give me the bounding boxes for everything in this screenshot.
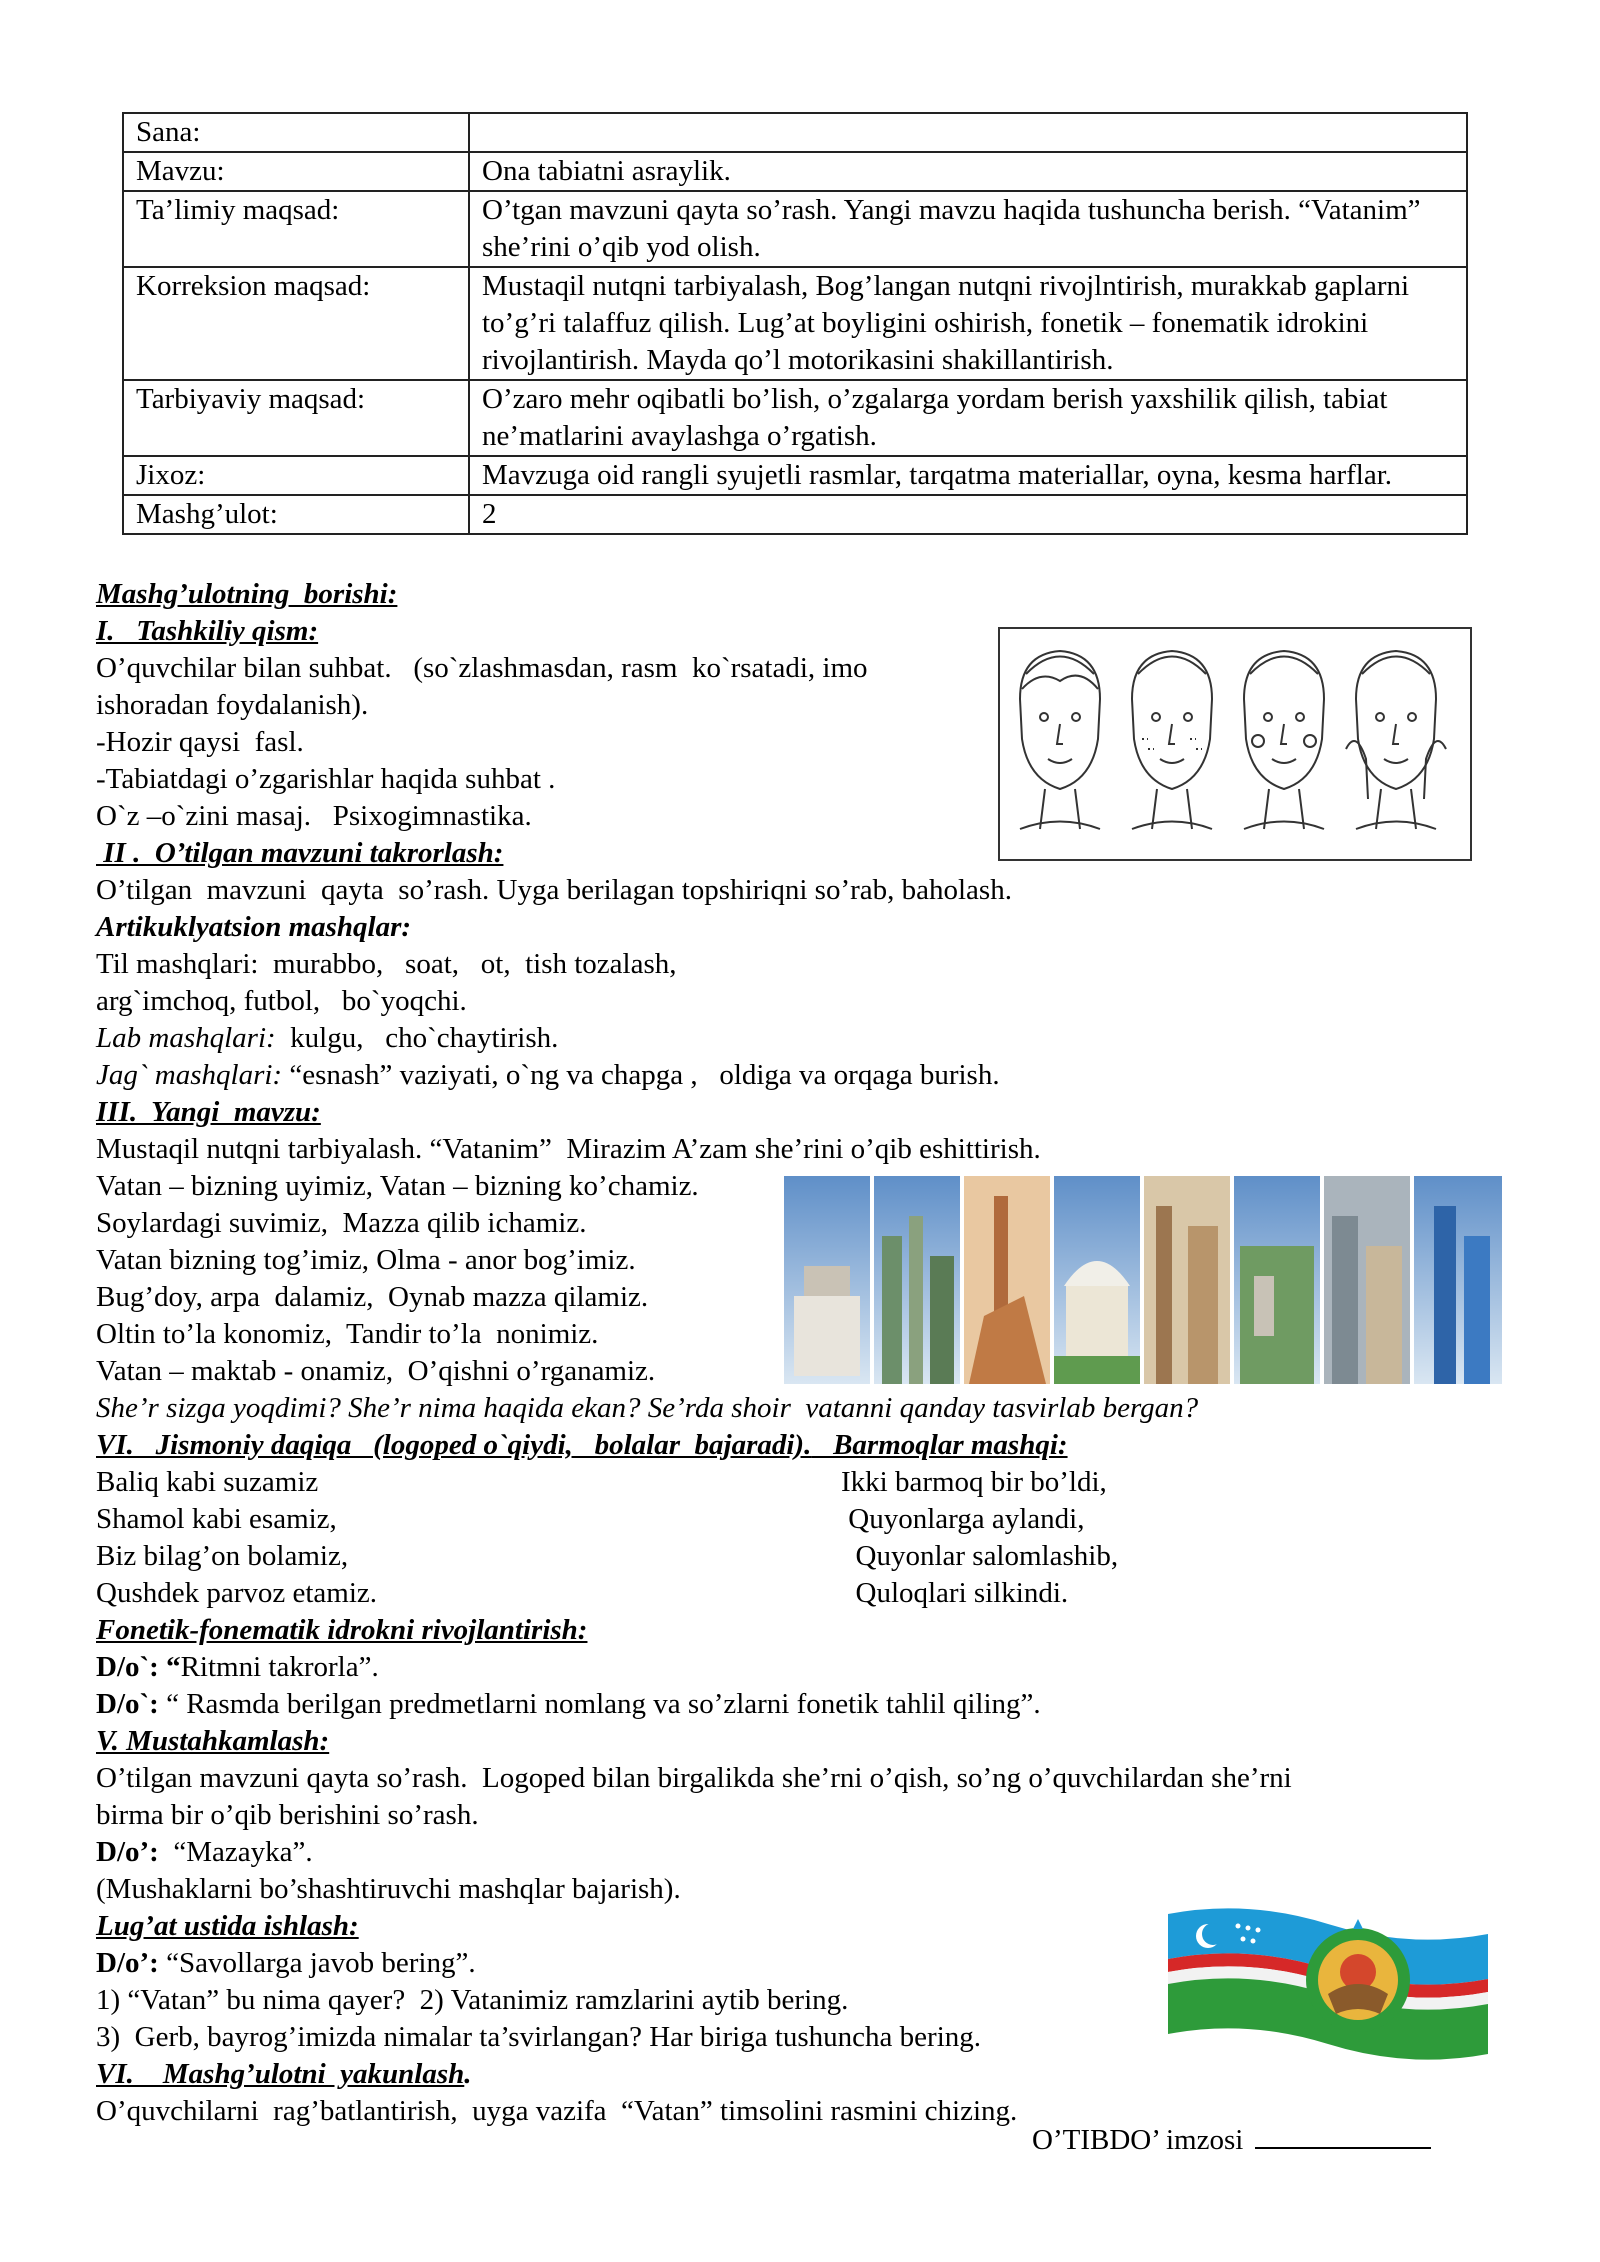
verse-line: Shamol kabi esamiz,: [96, 1503, 337, 1535]
didactic-text: “Mazayka”.: [158, 1836, 313, 1868]
lesson-body: [96, 576, 1516, 2130]
didactic-label: D/o’:: [96, 1836, 159, 1868]
info-label: Sana:: [123, 113, 469, 152]
verse-line: Baliq kabi suzamiz: [96, 1466, 319, 1498]
jaw-exercises-text: “esnash” vaziyati, o`ng va chapga , oldiga va orqaga burish.: [282, 1059, 1000, 1091]
lip-exercises-line: [96, 1020, 1516, 1057]
didactic-label: D/o’:: [96, 1947, 159, 1979]
finger-verse: [841, 1464, 1516, 1612]
info-row: [123, 113, 1467, 152]
info-value: Mavzuga oid rangli syujetli rasmlar, tarqatma materiallar, oyna, kesma harflar.: [469, 456, 1467, 495]
lip-exercises-text: kulgu, cho`chaytirish.: [275, 1022, 559, 1054]
conclusion-heading: VI. Mashg’ulotni yakunlash: [96, 2058, 465, 2090]
poem-line: Vatan – maktab - onamiz, O’qishni o’rganamiz.: [96, 1355, 656, 1387]
didactic-game-line: [96, 1649, 1516, 1686]
didactic-label: D/o`: “: [96, 1651, 181, 1683]
new-topic-heading: III. Yangi mavzu:: [96, 1096, 321, 1128]
text-line: O’quvchilarni rag’batlantirish, uyga vazifa “Vatan” timsolini rasmini chizing.: [96, 2095, 1018, 2127]
lip-exercises-label: Lab mashqlari:: [96, 1022, 276, 1054]
didactic-game-line: [96, 1686, 1516, 1723]
info-value: [469, 113, 1467, 152]
text-line: -Hozir qaysi fasl.: [96, 726, 304, 758]
exercise-verses: [96, 1464, 1516, 1612]
conclusion-heading-line: [96, 2056, 1516, 2093]
didactic-label: D/o`:: [96, 1688, 159, 1720]
poem-line: Oltin to’la konomiz, Tandir to’la nonimiz.: [96, 1318, 599, 1350]
verse-line: Ikki barmoq bir bo’ldi,: [841, 1466, 1107, 1498]
text-line: -Tabiatdagi o’zgarishlar haqida suhbat .: [96, 763, 556, 795]
reinforcement-heading: V. Mustahkamlash:: [96, 1725, 330, 1757]
vocabulary-heading: Lug’at ustida ishlash:: [96, 1910, 359, 1942]
question-line: 1) “Vatan” bu nima qayer? 2) Vatanimiz ramzlarini aytib bering.: [96, 1984, 849, 2016]
review-heading: II . O’tilgan mavzuni takrorlash:: [96, 837, 504, 869]
info-row: [123, 495, 1467, 534]
jaw-exercises-line: [96, 1057, 1516, 1094]
jaw-exercises-label: Jag` mashqlari:: [96, 1059, 283, 1091]
text-line: O`z –o`zini masaj. Psixogimnastika.: [96, 800, 532, 832]
info-label: Tarbiyaviy maqsad:: [123, 380, 469, 456]
didactic-text: “Savollarga javob bering”.: [158, 1947, 476, 1979]
poem-line: Vatan bizning tog’imiz, Olma - anor bog’imiz.: [96, 1244, 636, 1276]
signature-label: O’TIBDO’ imzosi: [1032, 2124, 1244, 2156]
info-row: [123, 191, 1467, 267]
info-value: O’zaro mehr oqibatli bo’lish, o’zgalarga yordam berish yaxshilik qilish, tabiat ne’matlarini avaylashga o’rgatish.: [469, 380, 1467, 456]
info-value: O’tgan mavzuni qayta so’rash. Yangi mavzu haqida tushuncha berish. “Vatanim” she’rini o’qib yod olish.: [469, 191, 1467, 267]
organizational-part-heading: I. Tashkiliy qism:: [96, 615, 319, 647]
info-row: [123, 380, 1467, 456]
info-row: [123, 456, 1467, 495]
verse-line: Quyonlarga aylandi,: [841, 1503, 1085, 1535]
text-line: O’quvchilar bilan suhbat. (so`zlashmasdan, rasm ko`rsatadi, imo: [96, 652, 868, 684]
text-line: birma bir o’qib berishini so’rash.: [96, 1799, 479, 1831]
conclusion-heading-dot: .: [464, 2058, 472, 2090]
didactic-text: “ Rasmda berilgan predmetlarni nomlang va so’zlarni fonetik tahlil qiling”.: [158, 1688, 1041, 1720]
lesson-info-table: [122, 112, 1468, 535]
physical-minute-title: VI. Jismoniy daqiqa (logoped o`qiydi, bolalar bajaradi).: [96, 1429, 812, 1461]
info-label: Mashg’ulot:: [123, 495, 469, 534]
signature-line[interactable]: [1255, 2121, 1431, 2149]
info-label: Ta’limiy maqsad:: [123, 191, 469, 267]
text-line: O’tilgan mavzuni qayta so’rash. Logoped bilan birgalikda she’rni o’qish, so’ng o’quvchilardan she’rni: [96, 1762, 1292, 1794]
text-line: (Mushaklarni bo’shashtiruvchi mashqlar bajarish).: [96, 1873, 681, 1905]
signature-block: [1032, 2121, 1431, 2159]
info-value: 2: [469, 495, 1467, 534]
info-value: Mustaqil nutqni tarbiyalash, Bog’langan nutqni rivojlntirish, murakkab gaplarni to’g’ri talaffuz qilish. Lug’at boyligini oshirish, fonetik – fonematik idrokini rivojlantirish. Mayda qo’l motorikasini shakillantirish.: [469, 267, 1467, 380]
poem-line: Soylardagi suvimiz, Mazza qilib ichamiz.: [96, 1207, 587, 1239]
info-label: Jixoz:: [123, 456, 469, 495]
text-line: Til mashqlari: murabbo, soat, ot, tish tozalash,: [96, 948, 677, 980]
text-line: ishoradan foydalanish).: [96, 689, 369, 721]
body-verse: [96, 1464, 841, 1612]
phonetic-heading: Fonetik-fonematik idrokni rivojlantirish:: [96, 1614, 588, 1646]
verse-line: Qushdek parvoz etamiz.: [96, 1577, 378, 1609]
didactic-game-line: [96, 1945, 1516, 1982]
info-label: Mavzu:: [123, 152, 469, 191]
lesson-progress-heading: Mashg’ulotning borishi:: [96, 578, 398, 610]
info-row: [123, 152, 1467, 191]
articulation-heading: Artikuklyatsion mashqlar:: [96, 911, 412, 943]
verse-line: Quloqlari silkindi.: [841, 1577, 1069, 1609]
poem-questions: She’r sizga yoqdimi? She’r nima haqida ekan? Se’rda shoir vatanni qanday tasvirlab bergan?: [96, 1392, 1199, 1424]
poem-line: Vatan – bizning uyimiz, Vatan – bizning ko’chamiz.: [96, 1170, 699, 1202]
verse-line: Biz bilag’on bolamiz,: [96, 1540, 349, 1572]
finger-exercise-title: Barmoqlar mashqi:: [811, 1429, 1068, 1461]
physical-minute-heading: [96, 1427, 1516, 1464]
text-line: arg`imchoq, futbol, bo`yoqchi.: [96, 985, 467, 1017]
didactic-game-line: [96, 1834, 1516, 1871]
text-line: Mustaqil nutqni tarbiyalash. “Vatanim” Mirazim A’zam she’rini o’qib eshittirish.: [96, 1133, 1041, 1165]
poem-line: Bug’doy, arpa dalamiz, Oynab mazza qilamiz.: [96, 1281, 649, 1313]
text-line: O’tilgan mavzuni qayta so’rash. Uyga berilagan topshiriqni so’rab, baholash.: [96, 874, 1012, 906]
question-line: 3) Gerb, bayrog’imizda nimalar ta’svirlangan? Har biriga tushuncha bering.: [96, 2021, 981, 2053]
info-row: [123, 267, 1467, 380]
info-label: Korreksion maqsad:: [123, 267, 469, 380]
info-value: Ona tabiatni asraylik.: [469, 152, 1467, 191]
didactic-text: Ritmni takrorla”.: [180, 1651, 379, 1683]
verse-line: Quyonlar salomlashib,: [841, 1540, 1119, 1572]
